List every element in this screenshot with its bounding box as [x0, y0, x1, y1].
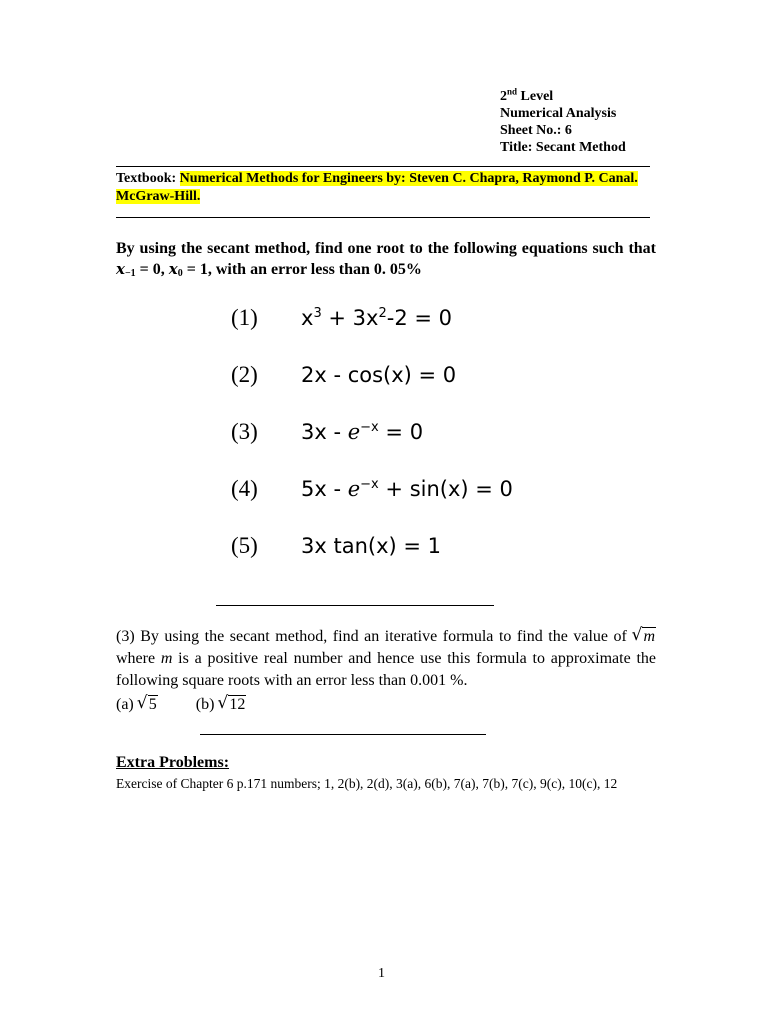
- equation-3: (3) $3x - e^{-x} = 0$: [231, 419, 424, 444]
- textbook-divider: [116, 217, 650, 218]
- textbook-citation: Numerical Methods for Engineers by: Steven C. Chapra, Raymond P. Canal. McGraw-Hill.: [116, 171, 638, 204]
- problem3-divider: [200, 734, 486, 735]
- sheet-number: Sheet No.: 6: [500, 123, 572, 138]
- extra-problems-heading: Extra Problems:: [116, 754, 230, 771]
- sqrt-12: √ 12: [218, 694, 246, 716]
- sheet-header: [500, 88, 626, 156]
- equation-4: (4) $5x - e^{-x} + \sin(x) = 0$: [231, 476, 513, 501]
- equations-divider: [216, 605, 494, 606]
- sheet-title: Title: Secant Method: [500, 140, 626, 155]
- problem-3: (3) By using the secant method, find an iterative formula to find the value of √ m where m is a positive real number and hence use this formula to approximate the following square roots with an error less than 0.001 %.: [116, 626, 656, 692]
- problem-intro: By using the secant method, find one root to the following equations such that $x_{-1} = 0$, $x_0 = 1$, with an error less than 0. 05%: [116, 240, 656, 279]
- extra-problems-list: Exercise of Chapter 6 p.171 numbers; 1, 2(b), 2(d), 3(a), 6(b), 7(a), 7(b), 7(c), 9(c), 10(c), 12: [116, 776, 618, 791]
- sqrt-m: √ m: [632, 626, 656, 648]
- sqrt-5: √ 5: [138, 694, 158, 716]
- level-line: 2nd Level: [500, 86, 554, 104]
- top-divider: [116, 166, 650, 167]
- course-name: Numerical Analysis: [500, 106, 617, 121]
- page-number: 1: [378, 966, 385, 981]
- equation-1: (1) $x^3 + 3x^2-2 = 0$: [231, 305, 452, 330]
- textbook-label: Textbook:: [116, 171, 180, 186]
- equation-2: (2) 2x - cos(x) = 0: [231, 362, 457, 387]
- equation-5: (5) 3x tan(x) = 1: [231, 533, 441, 558]
- problem-3-parts: (a) √ 5 (b) √ 12: [116, 694, 246, 716]
- textbook-reference: [116, 170, 656, 206]
